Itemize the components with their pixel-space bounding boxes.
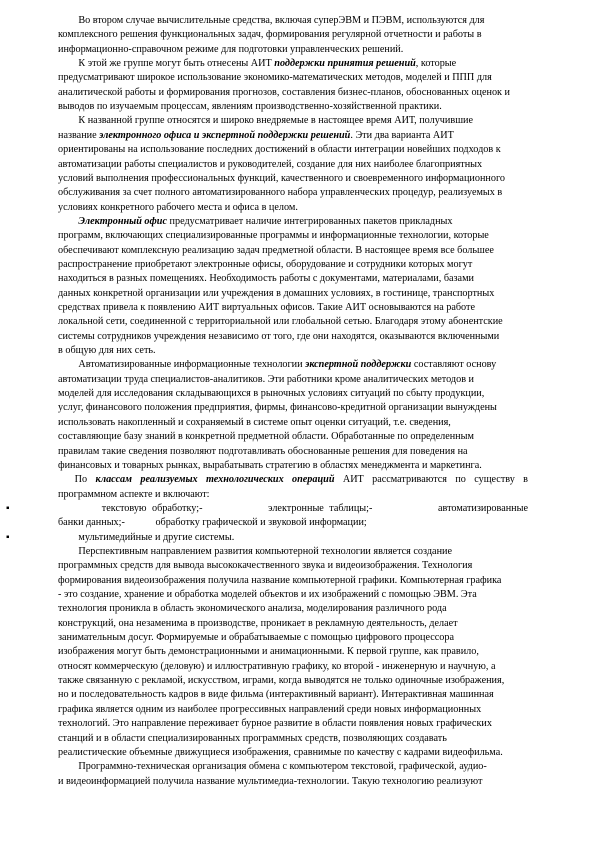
text-line: [58, 545, 528, 559]
text-line: [58, 330, 528, 344]
text-run: аналитической работы и формирования прогнозов, составления бизнес-планов, обоснованных оценок и: [58, 86, 511, 98]
emphasis-term: электронного офиса и экспертной поддержки решений: [99, 129, 351, 141]
text-line: [58, 775, 528, 789]
text-run: автоматизации труда специалистов-аналитиков. Эти работники кроме аналитических методов и: [58, 373, 475, 385]
text-line: [58, 574, 528, 588]
text-run: в общую для них сеть.: [58, 345, 156, 357]
text-line: [58, 43, 528, 57]
text-run: По: [58, 474, 96, 486]
text-run: использовать накопленный и сохраняемый в системе опыт оценки ситуаций, т.е. сведения,: [58, 416, 451, 428]
text-run: моделей для исследования складывающихся в рыночных условиях ситуаций по сбыту продукции,: [58, 388, 485, 400]
text-line: [58, 717, 528, 731]
text-line: [58, 28, 528, 42]
text-run: изображения могут быть демонстрационными и анимационными. К первой группе, как правило,: [58, 646, 479, 658]
text-run: занимательным досуг. Формируемые и обрабатываемые с помощью цифрового процессора: [58, 632, 455, 644]
text-line: [58, 688, 528, 702]
text-run: , которые: [415, 58, 457, 70]
text-run: распространение приобретают электронные офисы, оборудование и сотрудники которых могут: [58, 258, 473, 270]
text-run: текстовую обработку;- электронные таблицы;- автоматизированные: [58, 502, 528, 514]
text-run: название: [58, 129, 100, 141]
emphasis-term: поддержки принятия решений: [274, 58, 416, 70]
emphasis-term: экспертной поддержки: [305, 359, 412, 371]
text-line: [58, 387, 528, 401]
text-run: программ, включающих специализированные программы и информационные технологии, которые: [58, 230, 489, 242]
text-run: [58, 216, 78, 227]
text-line: [58, 488, 528, 502]
text-line: [58, 201, 528, 215]
text-run: станций и в области специализированных программных средств, позволяющих создавать: [58, 732, 447, 744]
text-run: реалистические объемные движущиеся изображения, сравнимые по качеству с кадрами видеофильма.: [58, 746, 503, 758]
text-run: Во втором случае вычислительные средства, включая суперЭВМ и ПЭВМ, используются для: [58, 15, 485, 26]
text-line: [58, 559, 528, 573]
text-run: комплексного решения функциональных задач, формирования регулярной отчетности и работы в: [58, 29, 482, 41]
text-line: [58, 760, 528, 774]
text-run: технология проникла в область экономического анализа, моделирования различного рода: [58, 603, 447, 615]
text-run: обслуживания за счет полного автоматизированного набора управленческих процедур, реализуемых в: [58, 187, 503, 199]
text-line: [58, 430, 528, 444]
text-line: [58, 114, 528, 128]
emphasis-term: классам реализуемых технологических операций: [95, 474, 335, 486]
text-line: [58, 602, 528, 616]
bullet-marker: ▪: [6, 502, 10, 514]
emphasis-term: Электронный офис: [78, 215, 167, 227]
text-run: условий выполнения профессиональных функций, качественного и своевременного информационного: [58, 172, 505, 184]
text-run: выводов по изучаемым процессам, явлениям производственно-хозяйственной практики.: [58, 101, 442, 113]
text-line: [58, 588, 528, 602]
text-line: [58, 186, 528, 200]
text-run: графика является одним из наиболее прогрессивных направлений среди новых информационных: [58, 703, 482, 715]
bullet-marker: ▪: [6, 531, 10, 543]
text-line: [58, 272, 528, 286]
text-run: . Эти два варианта АИТ: [350, 129, 454, 141]
text-run: информационно-справочном режиме для подготовки управленческих решений.: [58, 43, 404, 55]
text-line: [58, 100, 528, 114]
text-line: [58, 617, 528, 631]
text-line: [58, 660, 528, 674]
text-line: [58, 445, 528, 459]
text-line: [58, 158, 528, 172]
text-run: формирования видеоизображения получила название компьютерной графики. Компьютерная графика: [58, 574, 502, 586]
text-run: - это создание, хранение и обработка моделей объектов и их изображений с помощью ЭВМ. Эта: [58, 589, 477, 600]
text-line: [58, 344, 528, 358]
text-run: данных конкретной организации или учреждения в домашних условиях, в гостинице, транспортных: [58, 287, 495, 299]
text-run: условиях конкретного рабочего места и офиса в целом.: [58, 201, 298, 213]
text-run: ориентированы на использование последних достижений в области интеграции новейших подходов к: [58, 144, 501, 156]
text-line: [58, 531, 528, 545]
text-run: технологий. Это направление переживает бурное развитие в области появления новых графических: [58, 718, 492, 730]
text-line: [58, 86, 528, 100]
text-run: К названной группе относятся и широко внедряемые в настоящее время АИТ, получившие: [58, 115, 474, 127]
text-line: [58, 732, 528, 746]
text-run: но и последовательность кадров в виде фильма (интерактивный вариант). Интерактивная машинная: [58, 689, 494, 701]
text-run: Программно-техническая организация обмена с компьютером текстовой, графической, аудио-: [58, 761, 487, 773]
text-run: и видеоинформацией получила название мультимедиа-технологии. Такую технологию реализуют: [58, 775, 483, 787]
text-line: [58, 229, 528, 243]
text-run: предусматривают широкое использование экономико-математических методов, моделей и ППП для: [58, 72, 492, 84]
text-line: [58, 143, 528, 157]
text-line: [58, 416, 528, 430]
text-run: программных средств для вывода высококачественного звука и видеоизображения. Технология: [58, 560, 473, 572]
text-run: услуг, финансового положения предприятия, фирмы, финансово-кредитной организации вынуждены: [58, 402, 497, 414]
text-run: банки данных;- обработку графической и звуковой информации;: [58, 517, 367, 529]
text-line: [58, 315, 528, 329]
text-line: [58, 358, 528, 372]
text-run: обеспечивают комплексную реализацию задач предметной области. В настоящее время все большее: [58, 244, 494, 256]
text-line: [58, 373, 528, 387]
text-line: [58, 215, 528, 229]
text-run: Перспективным направлением развития компьютерной технологии является создание: [58, 545, 452, 557]
text-run: составляют основу: [411, 359, 497, 371]
text-run: программном аспекте и включают:: [58, 488, 210, 500]
text-line: [58, 172, 528, 186]
text-line: [58, 746, 528, 760]
text-run: предусматривает наличие интегрированных пакетов прикладных: [167, 215, 453, 227]
text-line: [58, 57, 528, 71]
text-line: [58, 502, 528, 516]
text-line: [58, 244, 528, 258]
text-run: Автоматизированные информационные технологии: [58, 359, 306, 371]
text-line: [58, 287, 528, 301]
text-run: находиться в разных помещениях. Необходимость работы с документами, материалами, базами: [58, 273, 474, 285]
text-run: средствах привела к появлению АИТ виртуальных офисов. Такие АИТ основываются на работе: [58, 302, 475, 313]
text-run: мультимедийные и другие системы.: [58, 531, 235, 543]
text-line: [58, 674, 528, 688]
text-run: автоматизации работы специалистов и руководителей, создание для них наиболее благоприятных: [58, 158, 483, 170]
text-run: составляющие базу знаний в конкретной предметной области. Обработанные по определенным: [58, 431, 474, 443]
text-run: относят коммерческую (деловую) и иллюстративную графику, ко второй - инженерную и научную, а: [58, 660, 496, 672]
text-line: [58, 129, 528, 143]
text-line: [58, 301, 528, 315]
text-run: системы сотрудников учреждения независимо от того, где они находятся, оказываются включенными: [58, 330, 500, 342]
text-line: [58, 516, 528, 530]
text-run: конструкций, она незаменима в производстве, проникает в рекламную деятельность, делает: [58, 617, 458, 629]
text-line: [58, 645, 528, 659]
text-line: [58, 401, 528, 415]
text-run: финансовых и товарных рынках, вырабатывать стратегию в областях менеджмента и маркетинга.: [58, 459, 482, 471]
text-line: [58, 459, 528, 473]
text-run: К этой же группе могут быть отнесены АИТ: [58, 58, 275, 70]
text-line: [58, 258, 528, 272]
text-run: также связанную с рекламой, искусством, играми, когда выводятся не только одиночные изображения,: [58, 675, 505, 687]
text-run: локальной сети, соединенной с территориальной или глобальной сетью. Благодаря этому абонентские: [58, 316, 503, 328]
text-run: АИТ рассматриваются по существу в: [334, 474, 528, 486]
text-run: правилам такие сведения позволяют подготавливать обоснованные решения для поведения на: [58, 445, 468, 457]
text-line: [58, 71, 528, 85]
text-line: [58, 703, 528, 717]
text-line: [58, 14, 528, 28]
text-line: [58, 631, 528, 645]
text-line: [58, 473, 528, 487]
